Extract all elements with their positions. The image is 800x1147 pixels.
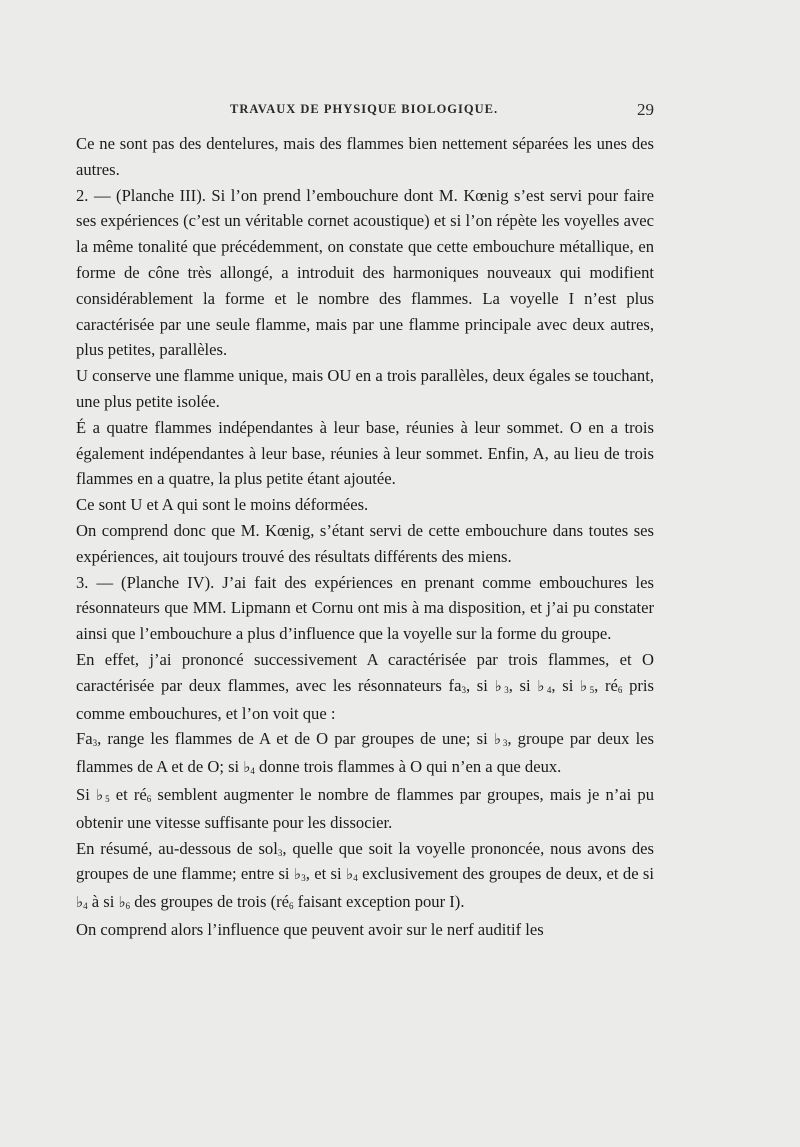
paragraph [76, 782, 654, 836]
text-run: faisant exception pour I). [293, 892, 465, 912]
flat-sign: ♭ [580, 678, 590, 695]
subscript: 4 [250, 766, 255, 777]
subscript: 6 [617, 684, 623, 695]
subscript: 4 [353, 873, 358, 884]
paragraph [76, 492, 654, 518]
text-run: , groupe par deux les flammes de A et de O; si [76, 729, 655, 777]
flat-sign: ♭ [118, 895, 126, 912]
subscript: 6 [289, 901, 294, 912]
text-run: 3. — (Planche IV). J’ai fait des expériences en prenant comme embouchures les résonnateurs que MM. Lipmann et Cornu ont mis à ma disposition, et j’ai pu constater ainsi que l’embouchure a plus d’influence que la voyelle sur la forme du groupe. [76, 572, 654, 644]
paragraph [76, 518, 654, 570]
subscript: 6 [146, 793, 152, 804]
text-run: U conserve une flamme unique, mais OU en a trois parallèles, deux égales se touchant, une plus petite isolée. [76, 366, 654, 411]
subscript: 5 [105, 793, 110, 804]
subscript: 3 [277, 847, 283, 858]
text-run: Fa [76, 729, 93, 749]
subscript: 3 [504, 684, 509, 695]
subscript: 3 [461, 684, 466, 695]
text-run: Ce sont U et A qui sont le moins déformées. [76, 495, 369, 515]
flat-sign: ♭ [494, 678, 505, 695]
subscript: 3 [92, 738, 98, 749]
text-run: On comprend alors l’influence que peuvent avoir sur le nerf auditif les [76, 919, 544, 939]
text-run: , si [551, 675, 581, 695]
text-run: 2. — (Planche III). Si l’on prend l’embouchure dont M. Kœnig s’est servi pour faire ses expériences (c’est un véritable cornet acoustique) et si l’on répète les voyelles avec la même tonalité que précédemment, on constate que cette embouchure métallique, en forme de cône très allongé, a introduit des harmoniques nouveaux qui modifient considérablement la forme et le nombre des flammes. La voyelle I n’est plus caractérisée par une seule flamme, mais par une flamme principale avec deux autres, plus petites, parallèles. [76, 185, 654, 360]
text-run: Ce ne sont pas des dentelures, mais des flammes bien nettement séparées les unes des autres. [76, 134, 654, 179]
paragraph [76, 183, 654, 364]
text-run: , si [508, 675, 538, 695]
text-run: à si [87, 892, 119, 912]
flat-sign: ♭ [76, 895, 84, 912]
text-run: En effet, j’ai prononcé successivement A caractérisée par trois flammes, et O caractérisée par deux flammes, avec les résonnateurs fa [76, 649, 654, 695]
text-run: , quelle que soit la voyelle prononcée, nous avons des groupes de une flamme; entre si [76, 838, 654, 884]
text-run: , ré [594, 675, 618, 695]
page-number: 29 [637, 100, 654, 119]
paragraph [76, 917, 654, 943]
text-run: , et si [305, 864, 346, 884]
flat-sign: ♭ [493, 732, 503, 749]
flat-sign: ♭ [96, 787, 106, 804]
page-header [76, 102, 654, 126]
flat-sign: ♭ [293, 867, 302, 884]
text-run: On comprend donc que M. Kœnig, s’étant servi de cette embouchure dans toutes ses expériences, ait toujours trouvé des résultats différents des miens. [76, 520, 654, 566]
running-title: TRAVAUX DE PHYSIQUE BIOLOGIQUE. [230, 102, 499, 116]
text-run: , range les flammes de A et de O par groupes de une; si [97, 729, 494, 749]
text-run: En résumé, au-dessous de sol [76, 838, 278, 858]
text-run: É a quatre flammes indépendantes à leur base, réunies à leur sommet. O en a trois également indépendantes à leur base, réunies à leur sommet. Enfin, A, au lieu de trois flammes en a quatre, la plus petite étant ajoutée. [76, 417, 654, 489]
paragraph [76, 131, 654, 183]
subscript: 3 [301, 873, 306, 884]
subscript: 4 [83, 901, 88, 912]
subscript: 3 [502, 738, 508, 749]
body-text [76, 131, 654, 943]
paragraph [76, 836, 654, 917]
paragraph [76, 415, 654, 492]
flat-sign: ♭ [537, 678, 547, 695]
text-run: , si [465, 675, 495, 695]
text-run: des groupes de trois (ré [130, 892, 290, 912]
subscript: 6 [125, 901, 131, 912]
text-run: pris comme embouchures, et l’on voit que : [76, 675, 654, 723]
paragraph [76, 570, 654, 647]
flat-sign: ♭ [243, 760, 251, 777]
text-run: et ré [109, 784, 147, 804]
text-run: exclusivement des groupes de deux, et de si [357, 864, 654, 884]
paragraph [76, 363, 654, 415]
subscript: 5 [589, 684, 595, 695]
subscript: 4 [546, 684, 552, 695]
text-run: Si [76, 784, 96, 804]
flat-sign: ♭ [345, 867, 354, 884]
text-run: donne trois flammes à O qui n’en a que deux. [254, 757, 562, 777]
text-run: semblent augmenter le nombre de flammes par groupes, mais je n’ai pu obtenir une vitesse suffisante pour les dissocier. [76, 784, 655, 832]
paragraph [76, 726, 654, 782]
paragraph [76, 647, 654, 726]
